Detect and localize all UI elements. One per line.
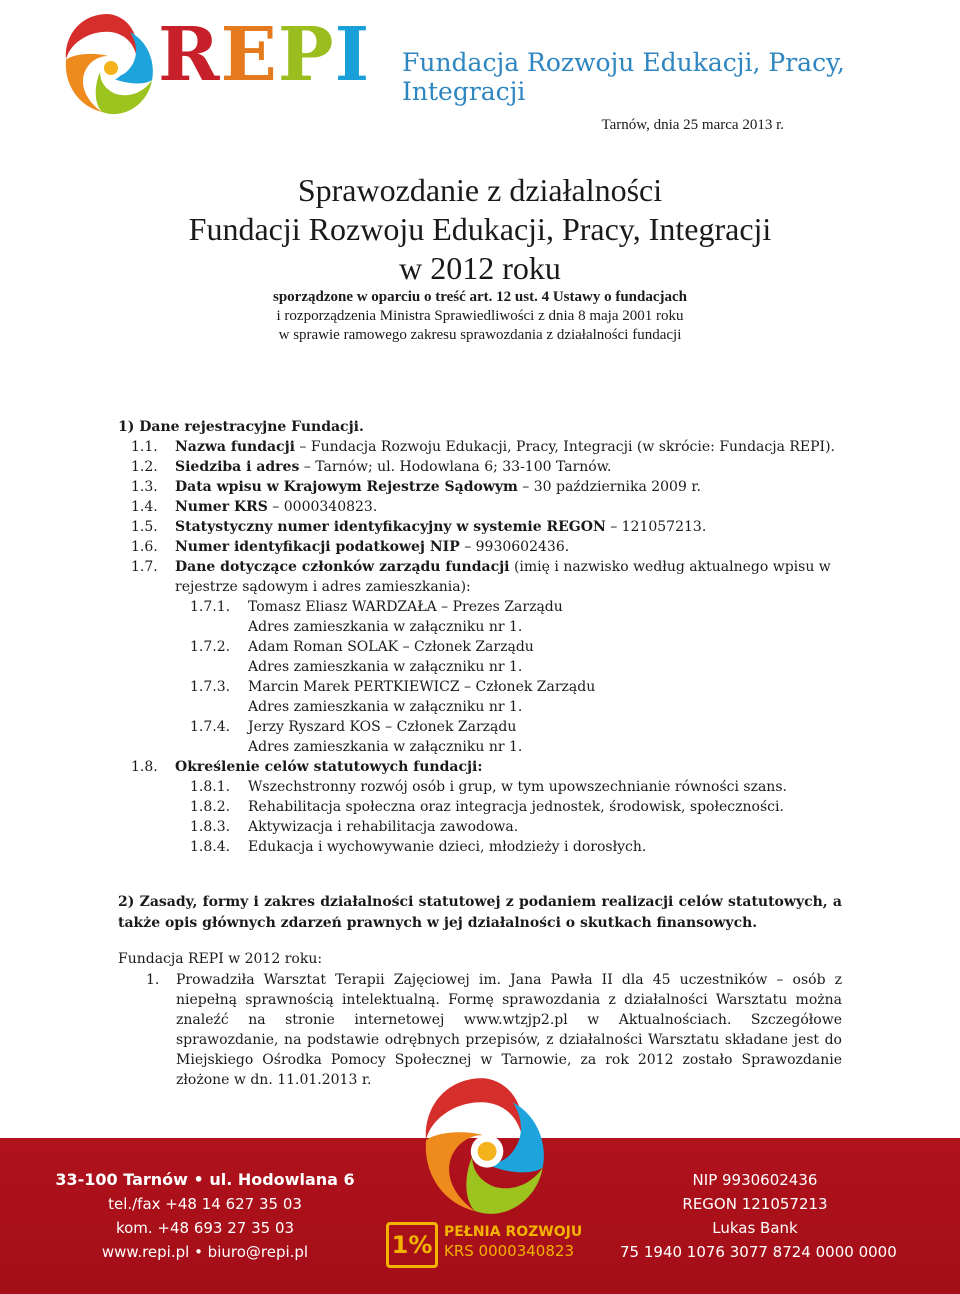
footer-web[interactable]: www.repi.pl • biuro@repi.pl: [101, 1243, 309, 1261]
goal-number: 1.8.4.: [190, 839, 231, 855]
statutory-goal: [190, 777, 787, 797]
member-address: Adres zamieszkania w załączniku nr 1.: [248, 659, 523, 675]
member-number: 1.7.1.: [190, 599, 231, 615]
item-number: 1.3.: [131, 479, 158, 495]
board-member: [190, 597, 563, 617]
footer-telfax: tel./fax +48 14 627 35 03: [108, 1195, 302, 1213]
board-member: [190, 637, 534, 657]
goal-text: Rehabilitacja społeczna oraz integracja jednostek, środowisk, społeczności.: [248, 799, 784, 815]
footer-registry: [620, 1168, 897, 1264]
item-label: Data wpisu w Krajowym Rejestrze Sądowym: [175, 479, 518, 495]
item-number: 1.7.: [131, 559, 158, 575]
one-percent-badge: 1%: [386, 1222, 438, 1268]
item-value: – 9930602436.: [459, 539, 570, 555]
item-label: Nazwa fundacji: [175, 439, 295, 455]
list-item: [131, 437, 835, 457]
member-number: 1.7.4.: [190, 719, 231, 735]
brand-letter-e: E: [220, 12, 278, 98]
footer-contact: [0, 1168, 410, 1264]
footer-account: 75 1940 1076 3077 8724 0000 0000: [620, 1243, 897, 1261]
statutory-goal: [190, 797, 784, 817]
item-number: 1.6.: [131, 539, 158, 555]
member-name: Jerzy Ryszard KOS – Członek Zarządu: [248, 719, 517, 735]
brand-full-name: Fundacja Rozwoju Edukacji, Pracy, Integracji: [402, 48, 845, 106]
member-number: 1.7.2.: [190, 639, 231, 655]
item-value: – Fundacja Rozwoju Edukacji, Pracy, Integracji (w skrócie: Fundacja REPI).: [294, 439, 835, 455]
item-value: (imię i nazwisko według aktualnego wpisu w: [509, 559, 831, 575]
repi-logo-icon: [58, 8, 158, 126]
item-label: Dane dotyczące członków zarządu fundacji: [175, 559, 510, 575]
badge-title: PEŁNIA ROZWOJU: [444, 1224, 583, 1240]
page-title-line-3: w 2012 roku: [399, 250, 561, 286]
footer-bank: Lukas Bank: [712, 1219, 798, 1237]
item-label: Numer identyfikacji podatkowej NIP: [175, 539, 460, 555]
item-number: 1.1.: [131, 439, 158, 455]
item-value: – 121057213.: [605, 519, 707, 535]
footer-mobile: kom. +48 693 27 35 03: [115, 1219, 295, 1237]
item-label: Statystyczny numer identyfikacyjny w systemie REGON: [175, 519, 606, 535]
item-value: – Tarnów; ul. Hodowlana 6; 33-100 Tarnów.: [299, 459, 612, 475]
brand-letter-i: I: [334, 12, 371, 98]
member-name: Tomasz Eliasz WARDZAŁA – Prezes Zarządu: [248, 599, 563, 615]
section-1-heading: 1) Dane rejestracyjne Fundacji.: [118, 419, 364, 435]
goal-text: Edukacja i wychowywanie dzieci, młodzieży i dorosłych.: [248, 839, 647, 855]
section-2-intro: Fundacja REPI w 2012 roku:: [118, 951, 323, 967]
page-title-line-2: Fundacji Rozwoju Edukacji, Pracy, Integracji: [188, 211, 772, 247]
footer-address: 33-100 Tarnów • ul. Hodowlana 6: [55, 1170, 355, 1189]
footer-regon: REGON 121057213: [682, 1195, 828, 1213]
goal-number: 1.8.3.: [190, 819, 231, 835]
list-item: [131, 757, 483, 777]
list-item: [131, 517, 706, 537]
member-name: Marcin Marek PERTKIEWICZ – Członek Zarządu: [248, 679, 596, 695]
member-address: Adres zamieszkania w załączniku nr 1.: [248, 619, 523, 635]
member-name: Adam Roman SOLAK – Członek Zarządu: [248, 639, 534, 655]
list-item: [131, 457, 612, 477]
subtitle-line-1: sporządzone w oparciu o treść art. 12 ust. 4 Ustawy o fundacjach: [272, 289, 687, 305]
page-title-line-1: Sprawozdanie z działalności: [297, 172, 663, 208]
item-number: 1.8.: [131, 759, 158, 775]
item-label: Numer KRS: [175, 499, 268, 515]
item-number: 1.5.: [131, 519, 158, 535]
item-continuation: rejestrze sądowym i adres zamieszkania):: [175, 579, 471, 595]
goal-number: 1.8.2.: [190, 799, 231, 815]
subtitle-line-2: i rozporządzenia Ministra Sprawiedliwości z dnia 8 maja 2001 roku: [276, 308, 684, 324]
item-label: Określenie celów statutowych fundacji:: [175, 759, 483, 775]
board-member: [190, 677, 595, 697]
section-2-heading: 2) Zasady, formy i zakres działalności statutowej z podaniem realizacji celów statutowych, a także opis głównych zdarzeń prawnych w jej działalności o skutkach finansowych.: [118, 894, 842, 931]
subtitle-line-3: w sprawie ramowego zakresu sprawozdania z działalności fundacji: [278, 327, 682, 343]
goal-text: Aktywizacja i rehabilitacja zawodowa.: [248, 819, 519, 835]
activity-text: Prowadziła Warsztat Terapii Zajęciowej im. Jana Pawła II dla 45 uczestników – osób z niepełną sprawnością intelektualną. Formę sprawozdania z działalności Warsztatu można znaleźć na stronie internetowej www.wtzjp2.pl w Aktualnościach. Szczegółowe sprawozdanie, na podstawie odrębnych przepisów, z działalności Warsztatu składane jest do Miejskiego Ośrodka Pomocy Społecznej w Tarnowie, za rok 2012 zostało Sprawozdanie złożone w dn. 11.01.2013 r.: [176, 972, 842, 1088]
list-item: [131, 497, 377, 517]
document-date: Tarnów, dnia 25 marca 2013 r.: [601, 117, 784, 133]
list-item: [131, 557, 831, 577]
brand-letter-r: R: [158, 12, 221, 98]
member-address: Adres zamieszkania w załączniku nr 1.: [248, 739, 523, 755]
goal-number: 1.8.1.: [190, 779, 231, 795]
board-member: [190, 717, 516, 737]
brand-wordmark: [158, 12, 371, 98]
item-value: – 0000340823.: [267, 499, 378, 515]
activity-number: 1.: [146, 972, 160, 988]
footer-nip: NIP 9930602436: [692, 1171, 818, 1189]
goal-text: Wszechstronny rozwój osób i grup, w tym upowszechnianie równości szans.: [248, 779, 787, 795]
member-number: 1.7.3.: [190, 679, 231, 695]
repi-logo-icon: [408, 1070, 558, 1230]
list-item: [131, 537, 569, 557]
item-number: 1.2.: [131, 459, 158, 475]
member-address: Adres zamieszkania w załączniku nr 1.: [248, 699, 523, 715]
badge-krs: KRS 0000340823: [444, 1242, 574, 1260]
item-number: 1.4.: [131, 499, 158, 515]
statutory-goal: [190, 817, 518, 837]
list-item: [131, 477, 701, 497]
item-label: Siedziba i adres: [175, 459, 300, 475]
statutory-goal: [190, 837, 646, 857]
item-value: – 30 października 2009 r.: [517, 479, 701, 495]
brand-letter-p: P: [277, 12, 335, 98]
